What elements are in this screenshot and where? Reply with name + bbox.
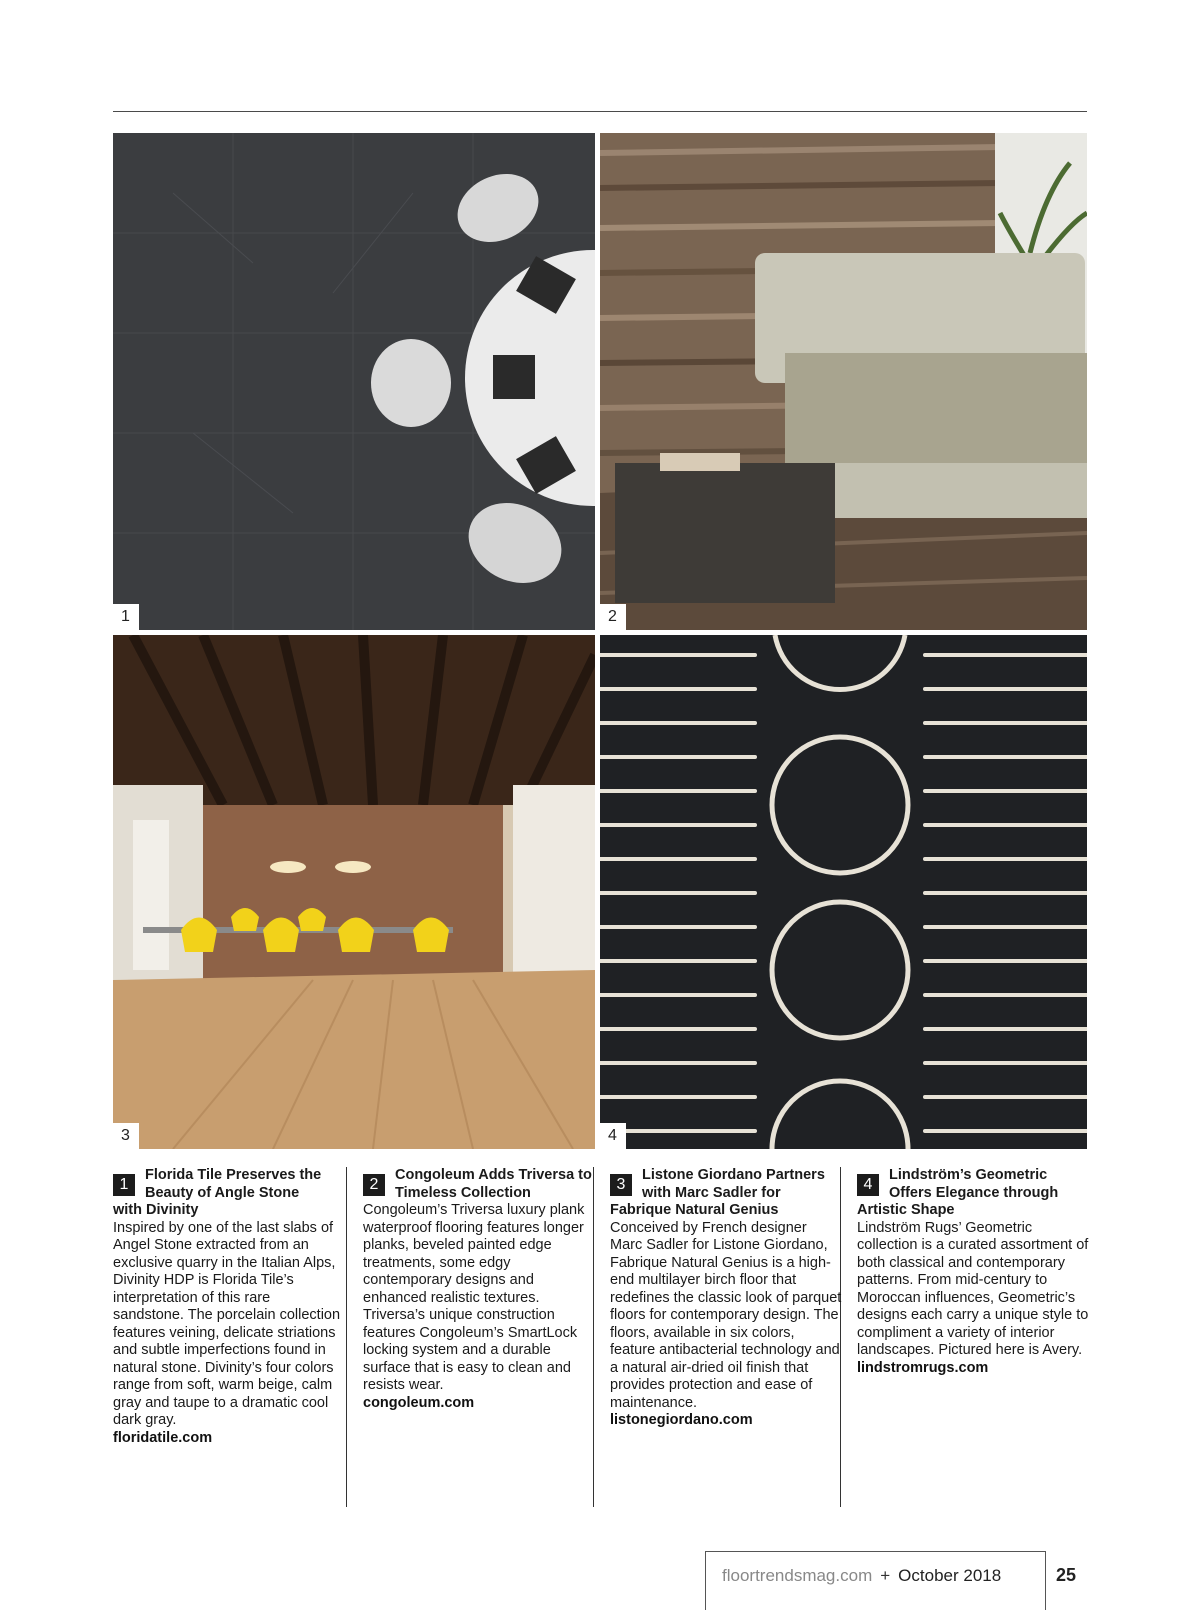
article-body: Inspired by one of the last slabs of Angel Stone extracted from an exclusive quarry in the Italian Alps, Divinity HDP is Florida Tile’s interpretation of this rare sandstone. The porcelain collection features veining, delicate striations and subtle imperfections found in natural stone. Divinity’s four colors range from soft, warm beige, calm gray and taupe to a dramatic cool dark gray. <box>113 1219 341 1428</box>
article-number-badge: 1 <box>113 1174 135 1196</box>
article-headline <box>610 1167 842 1220</box>
footer-site[interactable]: floortrendsmag.com <box>722 1566 873 1585</box>
article-title-tail: Artistic Shape <box>857 1202 955 1218</box>
top-rule <box>113 111 1087 112</box>
photo-number-1: 1 <box>113 604 139 630</box>
article-listone-giordano <box>610 1167 842 1507</box>
article-number-badge: 4 <box>857 1174 879 1196</box>
photo-florida-tile <box>113 133 595 630</box>
article-number-badge: 3 <box>610 1174 632 1196</box>
article-headline <box>363 1167 595 1202</box>
page-footer <box>705 1551 1087 1610</box>
page-number: 25 <box>1056 1565 1077 1585</box>
article-link[interactable]: congoleum.com <box>363 1394 475 1411</box>
article-number-badge: 2 <box>363 1174 385 1196</box>
article-title: Lindström’s Geometric Offers Elegance through <box>889 1167 1059 1201</box>
article-link[interactable]: lindstromrugs.com <box>857 1359 989 1376</box>
photo-congoleum <box>600 133 1087 630</box>
article-florida-tile <box>113 1167 345 1507</box>
article-link[interactable]: floridatile.com <box>113 1429 213 1446</box>
article-congoleum <box>363 1167 595 1507</box>
article-title-tail: with Divinity <box>113 1202 199 1218</box>
footer-box <box>705 1551 1046 1610</box>
photo-number-3: 3 <box>113 1123 139 1149</box>
photo-number-4: 4 <box>600 1123 626 1149</box>
photo-listone-giordano <box>113 635 595 1149</box>
article-lindstrom <box>857 1167 1089 1507</box>
article-title: Florida Tile Preserves the Beauty of Angle Stone <box>145 1167 322 1201</box>
photo-lindstrom-rug <box>600 635 1087 1149</box>
photo-number-2: 2 <box>600 604 626 630</box>
article-link[interactable]: listonegiordano.com <box>610 1412 753 1428</box>
footer-issue: October 2018 <box>898 1566 1002 1585</box>
article-headline <box>113 1167 345 1220</box>
articles <box>113 1167 1087 1507</box>
footer-text <box>722 1566 1001 1586</box>
article-body: Conceived by French designer Marc Sadler for Listone Giordano, Fabrique Natural Genius is a high-end multilayer birch floor that redefines the classic look of parquet floors for contemporary design. The floors, available in six colors, feature antibacterial technology and a natural air-dried oil finish that provides protection and ease of maintenance. <box>610 1219 842 1411</box>
footer-separator: + <box>880 1566 891 1585</box>
article-body: Congoleum’s Triversa luxury plank waterproof flooring features longer planks, beveled painted edge treatments, some edgy contemporary designs and enhanced realistic textures. Triversa’s unique construction features Congoleum’s SmartLock locking system and a durable surface that is easy to clean and resists wear. <box>363 1202 585 1393</box>
article-headline <box>857 1167 1089 1220</box>
article-body: Lindström Rugs’ Geometric collection is a curated assortment of both classical and contemporary patterns. From mid-century to Moroccan influences, Geometric’s designs each carry a unique style to compliment a variety of interior landscapes. Pictured here is Avery. <box>857 1219 1089 1358</box>
article-title: Congoleum Adds Triversa to Timeless Collection <box>395 1167 592 1201</box>
article-title-tail: Fabrique Natural Genius <box>610 1202 779 1218</box>
article-title: Listone Giordano Partners with Marc Sadler for <box>642 1167 825 1201</box>
